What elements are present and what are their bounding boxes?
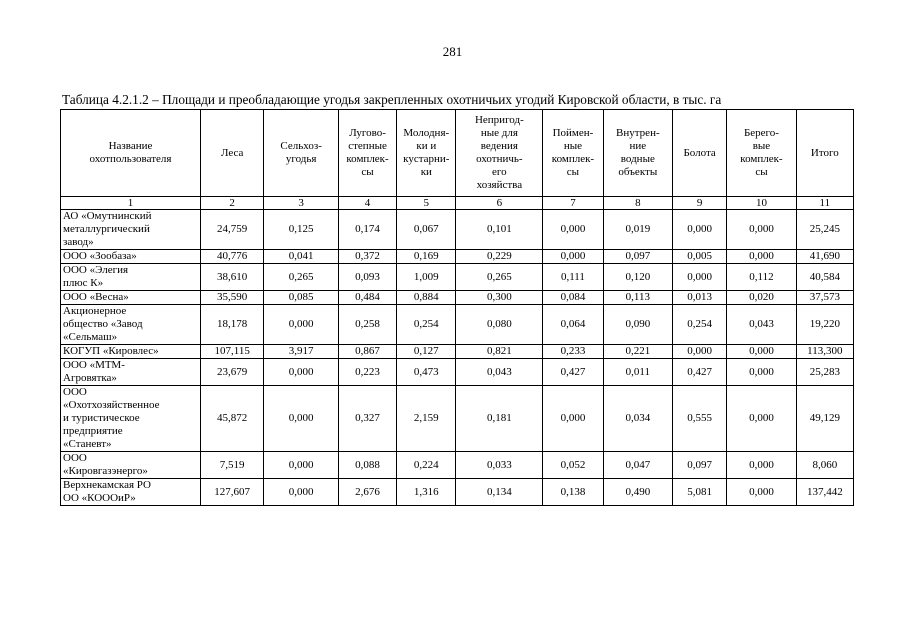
organization-name: КОГУП «Кировлес» xyxy=(61,345,201,359)
column-number: 9 xyxy=(673,197,727,210)
area-value: 25,283 xyxy=(796,359,853,386)
area-value: 0,088 xyxy=(338,452,396,479)
organization-name: ООО «Весна» xyxy=(61,291,201,305)
column-number: 3 xyxy=(264,197,339,210)
area-value: 0,019 xyxy=(603,210,672,250)
area-value: 0,000 xyxy=(727,386,796,452)
area-value: 0,223 xyxy=(338,359,396,386)
area-value: 23,679 xyxy=(201,359,264,386)
organization-name: ООО «МТМ- Агровятка» xyxy=(61,359,201,386)
area-value: 0,000 xyxy=(673,210,727,250)
area-value: 0,000 xyxy=(727,452,796,479)
column-number: 6 xyxy=(456,197,543,210)
area-value: 35,590 xyxy=(201,291,264,305)
area-value: 0,000 xyxy=(264,359,339,386)
area-value: 0,127 xyxy=(397,345,456,359)
table-row xyxy=(61,452,854,479)
column-number: 11 xyxy=(796,197,853,210)
column-header: Болота xyxy=(673,110,727,197)
area-value: 0,169 xyxy=(397,250,456,264)
area-value: 0,372 xyxy=(338,250,396,264)
area-value: 0,233 xyxy=(543,345,603,359)
area-value: 40,776 xyxy=(201,250,264,264)
area-value: 8,060 xyxy=(796,452,853,479)
column-number: 7 xyxy=(543,197,603,210)
organization-name: ООО «Кировгазэнерго» xyxy=(61,452,201,479)
area-value: 0,221 xyxy=(603,345,672,359)
column-number: 8 xyxy=(603,197,672,210)
area-value: 0,265 xyxy=(264,264,339,291)
area-value: 0,000 xyxy=(264,479,339,506)
area-value: 0,000 xyxy=(673,345,727,359)
header-row xyxy=(61,110,854,197)
column-header: Сельхоз- угодья xyxy=(264,110,339,197)
column-header: Лугово- степные комплек- сы xyxy=(338,110,396,197)
area-value: 0,000 xyxy=(727,345,796,359)
column-header: Название охотпользователя xyxy=(61,110,201,197)
area-value: 45,872 xyxy=(201,386,264,452)
area-value: 0,093 xyxy=(338,264,396,291)
column-number: 4 xyxy=(338,197,396,210)
area-value: 0,000 xyxy=(543,210,603,250)
table-row xyxy=(61,359,854,386)
area-value: 0,000 xyxy=(264,386,339,452)
area-value: 0,120 xyxy=(603,264,672,291)
area-value: 0,000 xyxy=(727,359,796,386)
area-value: 0,265 xyxy=(456,264,543,291)
area-value: 0,254 xyxy=(673,305,727,345)
area-value: 40,584 xyxy=(796,264,853,291)
table-row xyxy=(61,291,854,305)
table-caption: Таблица 4.2.1.2 – Площади и преобладающие угодья закрепленных охотничьих угодий Кировской области, в тыс. га xyxy=(62,92,722,107)
area-value: 0,005 xyxy=(673,250,727,264)
area-value: 0,821 xyxy=(456,345,543,359)
area-value: 7,519 xyxy=(201,452,264,479)
column-header: Поймен- ные комплек- сы xyxy=(543,110,603,197)
area-value: 0,067 xyxy=(397,210,456,250)
table-header xyxy=(61,110,854,197)
area-value: 41,690 xyxy=(796,250,853,264)
area-value: 0,174 xyxy=(338,210,396,250)
column-header: Итого xyxy=(796,110,853,197)
area-value: 2,159 xyxy=(397,386,456,452)
column-number-row xyxy=(61,197,854,210)
area-value: 0,113 xyxy=(603,291,672,305)
area-value: 37,573 xyxy=(796,291,853,305)
area-value: 0,867 xyxy=(338,345,396,359)
area-value: 0,224 xyxy=(397,452,456,479)
table-row xyxy=(61,250,854,264)
area-value: 0,490 xyxy=(603,479,672,506)
area-value: 0,138 xyxy=(543,479,603,506)
area-value: 137,442 xyxy=(796,479,853,506)
area-value: 0,000 xyxy=(543,250,603,264)
area-value: 113,300 xyxy=(796,345,853,359)
area-value: 0,427 xyxy=(543,359,603,386)
area-value: 0,097 xyxy=(603,250,672,264)
area-value: 0,112 xyxy=(727,264,796,291)
column-header: Берего- вые комплек- сы xyxy=(727,110,796,197)
area-value: 25,245 xyxy=(796,210,853,250)
area-value: 24,759 xyxy=(201,210,264,250)
area-value: 0,254 xyxy=(397,305,456,345)
area-value: 0,000 xyxy=(727,210,796,250)
area-value: 0,033 xyxy=(456,452,543,479)
area-value: 0,555 xyxy=(673,386,727,452)
area-value: 0,047 xyxy=(603,452,672,479)
area-value: 0,229 xyxy=(456,250,543,264)
area-value: 0,258 xyxy=(338,305,396,345)
table-row xyxy=(61,305,854,345)
area-value: 107,115 xyxy=(201,345,264,359)
page-number: 281 xyxy=(442,44,463,59)
table-row xyxy=(61,345,854,359)
column-header: Непригод- ные для ведения охотничь- его хозяйства xyxy=(456,110,543,197)
area-value: 0,043 xyxy=(727,305,796,345)
area-value: 0,300 xyxy=(456,291,543,305)
area-value: 0,000 xyxy=(673,264,727,291)
area-value: 0,085 xyxy=(264,291,339,305)
column-number: 5 xyxy=(397,197,456,210)
organization-name: Верхнекамская РО ОО «КОООиР» xyxy=(61,479,201,506)
area-value: 0,000 xyxy=(264,452,339,479)
area-value: 0,000 xyxy=(727,479,796,506)
area-value: 1,316 xyxy=(397,479,456,506)
table-row xyxy=(61,210,854,250)
area-value: 0,884 xyxy=(397,291,456,305)
area-value: 0,084 xyxy=(543,291,603,305)
area-value: 2,676 xyxy=(338,479,396,506)
area-value: 0,011 xyxy=(603,359,672,386)
area-value: 0,041 xyxy=(264,250,339,264)
area-value: 0,043 xyxy=(456,359,543,386)
area-value: 0,484 xyxy=(338,291,396,305)
column-header: Молодня- ки и кустарни- ки xyxy=(397,110,456,197)
area-value: 49,129 xyxy=(796,386,853,452)
area-value: 0,080 xyxy=(456,305,543,345)
column-number: 10 xyxy=(727,197,796,210)
area-value: 0,052 xyxy=(543,452,603,479)
organization-name: ООО «Зообаза» xyxy=(61,250,201,264)
area-value: 0,034 xyxy=(603,386,672,452)
area-value: 5,081 xyxy=(673,479,727,506)
area-value: 127,607 xyxy=(201,479,264,506)
area-value: 0,181 xyxy=(456,386,543,452)
area-value: 0,013 xyxy=(673,291,727,305)
area-value: 0,000 xyxy=(264,305,339,345)
area-value: 0,090 xyxy=(603,305,672,345)
organization-name: ООО «Элегия плюс К» xyxy=(61,264,201,291)
area-value: 38,610 xyxy=(201,264,264,291)
table-row xyxy=(61,479,854,506)
area-value: 3,917 xyxy=(264,345,339,359)
area-value: 0,000 xyxy=(727,250,796,264)
area-value: 0,020 xyxy=(727,291,796,305)
area-value: 0,125 xyxy=(264,210,339,250)
organization-name: АО «Омутнинский металлургический завод» xyxy=(61,210,201,250)
area-value: 0,111 xyxy=(543,264,603,291)
area-value: 18,178 xyxy=(201,305,264,345)
column-header: Внутрен- ние водные объекты xyxy=(603,110,672,197)
area-value: 0,064 xyxy=(543,305,603,345)
area-value: 0,327 xyxy=(338,386,396,452)
column-header: Леса xyxy=(201,110,264,197)
area-value: 0,101 xyxy=(456,210,543,250)
area-value: 0,473 xyxy=(397,359,456,386)
area-value: 0,000 xyxy=(543,386,603,452)
column-number: 1 xyxy=(61,197,201,210)
land-area-table xyxy=(60,109,854,506)
column-number: 2 xyxy=(201,197,264,210)
table-body xyxy=(61,197,854,506)
area-value: 0,134 xyxy=(456,479,543,506)
table-row xyxy=(61,264,854,291)
area-value: 0,097 xyxy=(673,452,727,479)
area-value: 1,009 xyxy=(397,264,456,291)
table-row xyxy=(61,386,854,452)
area-value: 0,427 xyxy=(673,359,727,386)
organization-name: ООО «Охотхозяйственное и туристическое предприятие «Станевт» xyxy=(61,386,201,452)
organization-name: Акционерное общество «Завод «Сельмаш» xyxy=(61,305,201,345)
area-value: 19,220 xyxy=(796,305,853,345)
